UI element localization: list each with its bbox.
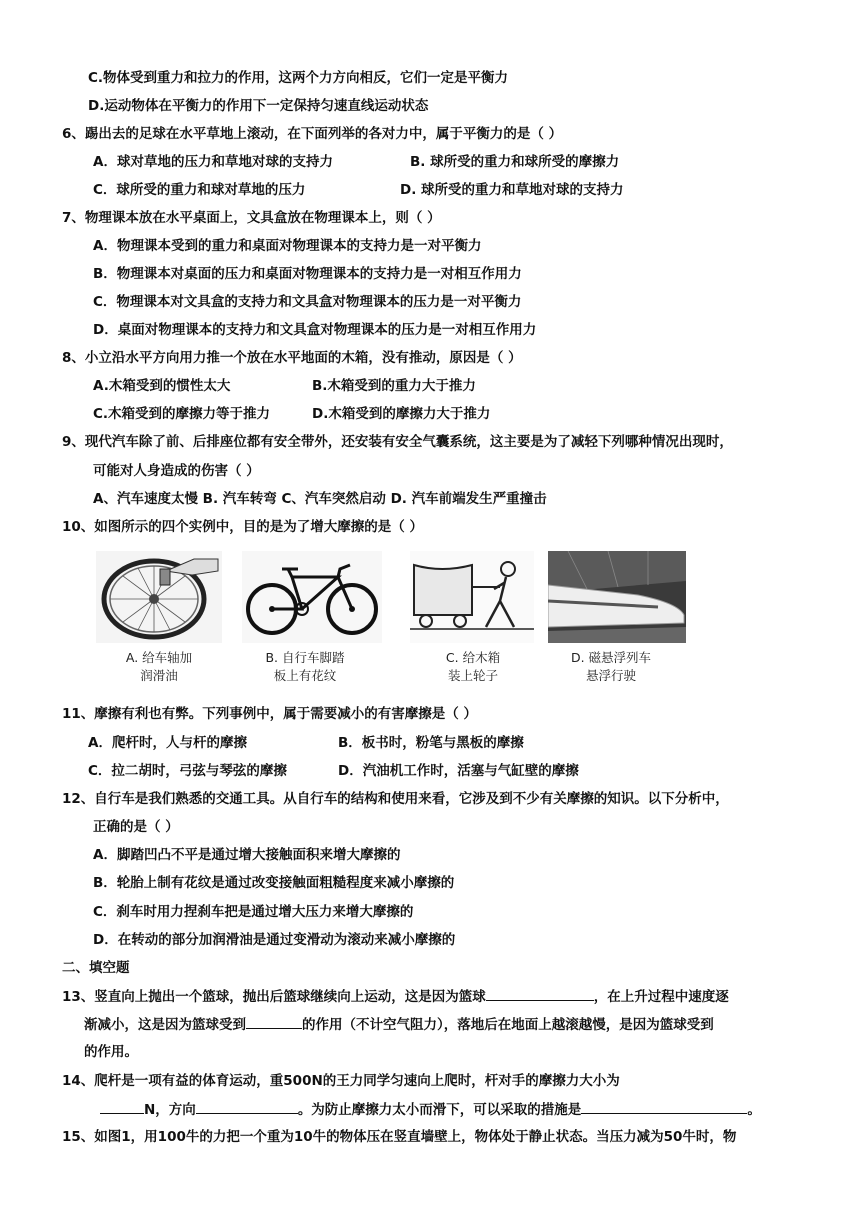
question-14: 14、爬杆是一项有益的体育运动，重500N的王力同学匀速向上爬时，杆对手的摩擦力大小为 — [62, 1073, 620, 1089]
q12-option-d: D．在转动的部分加润滑油是通过变滑动为滚动来减小摩擦的 — [93, 932, 456, 948]
question-6: 6、踢出去的足球在水平草地上滚动，在下面列举的各对力中，属于平衡力的是（ ） — [62, 126, 563, 142]
question-10-figures — [96, 551, 696, 691]
q8-option-b: B.木箱受到的重力大于推力 — [312, 378, 476, 394]
question-12-cont: 正确的是（ ） — [93, 819, 179, 835]
q7-option-b: B．物理课本对桌面的压力和桌面对物理课本的支持力是一对相互作用力 — [93, 266, 522, 282]
q13-blank-1[interactable] — [486, 986, 594, 1001]
section-2-heading: 二、填空题 — [62, 960, 130, 976]
question-8: 8、小立沿水平方向用力推一个放在水平地面的木箱，没有推动，原因是（ ） — [62, 350, 522, 366]
bicycle-image — [242, 551, 382, 643]
figure-b-caption: B. 自行车脚踏 板上有花纹 — [265, 650, 345, 683]
figure-a-caption: A. 给车轴加 润滑油 — [125, 650, 193, 683]
q11-option-b: B．板书时，粉笔与黑板的摩擦 — [338, 735, 524, 751]
q6-option-a: A．球对草地的压力和草地对球的支持力 — [93, 154, 333, 170]
question-13-line-3: 的作用。 — [84, 1044, 138, 1060]
q14-text-3: 。 — [747, 1102, 761, 1118]
figure-c — [410, 551, 536, 685]
q13-blank-2[interactable] — [246, 1014, 302, 1029]
question-7: 7、物理课本放在水平桌面上，文具盒放在物理课本上，则（ ） — [62, 210, 441, 226]
q6-option-c: C．球所受的重力和球对草地的压力 — [93, 182, 306, 198]
question-11: 11、摩擦有利也有弊。下列事例中，属于需要减小的有害摩擦是（ ） — [62, 706, 477, 722]
figure-b — [242, 551, 368, 685]
q12-option-a: A．脚踏凹凸不平是通过增大接触面积来增大摩擦的 — [93, 847, 401, 863]
question-13 — [62, 986, 729, 1007]
q14-text-2: 。为防止摩擦力太小而滑下，可以采取的措施是 — [297, 1102, 582, 1118]
q13-text-2: ，在上升过程中速度逐 — [593, 989, 729, 1005]
question-9: 9、现代汽车除了前、后排座位都有安全带外，还安装有安全气囊系统，这主要是为了减轻下列哪种情况出现时， — [62, 434, 733, 450]
q8-option-d: D.木箱受到的摩擦力大于推力 — [312, 406, 491, 422]
figure-c-caption: C. 给木箱 装上轮子 — [445, 650, 501, 683]
q13-text-1: 13、竖直向上抛出一个篮球，抛出后篮球继续向上运动，这是因为篮球 — [62, 989, 486, 1005]
q7-option-c: C．物理课本对文具盒的支持力和文具盒对物理课本的压力是一对平衡力 — [93, 294, 522, 310]
q8-option-a: A.木箱受到的惯性太大 — [93, 378, 231, 394]
question-10: 10、如图所示的四个实例中，目的是为了增大摩擦的是（ ） — [62, 519, 423, 535]
q9-options: A、汽车速度太慢 B. 汽车转弯 C、汽车突然启动 D. 汽车前端发生严重撞击 — [93, 491, 547, 507]
option-c-line: C.物体受到重力和拉力的作用，这两个力方向相反，它们一定是平衡力 — [88, 70, 509, 86]
wooden-box-image — [410, 551, 534, 643]
q6-option-b: B. 球所受的重力和球所受的摩擦力 — [410, 154, 620, 170]
q14-blank-2[interactable] — [196, 1099, 298, 1114]
q8-option-c: C.木箱受到的摩擦力等于推力 — [93, 406, 271, 422]
q14-blank-3[interactable] — [581, 1099, 747, 1114]
q14-text-1: N，方向 — [144, 1102, 196, 1118]
option-d-line: D.运动物体在平衡力的作用下一定保持匀速直线运动状态 — [88, 98, 429, 114]
q12-option-b: B．轮胎上制有花纹是通过改变接触面粗糙程度来减小摩擦的 — [93, 875, 455, 891]
q11-option-d: D．汽油机工作时，活塞与气缸壁的摩擦 — [338, 763, 579, 779]
figure-a — [96, 551, 222, 685]
question-14-line-2 — [100, 1099, 761, 1120]
question-13-line-2 — [84, 1014, 714, 1035]
q13-text-4: 的作用（不计空气阻力），落地后在地面上越滚越慢，是因为篮球受到 — [302, 1017, 714, 1033]
q7-option-a: A．物理课本受到的重力和桌面对物理课本的支持力是一对平衡力 — [93, 238, 482, 254]
q7-option-d: D．桌面对物理课本的支持力和文具盒对物理课本的压力是一对相互作用力 — [93, 322, 537, 338]
q6-option-d: D. 球所受的重力和草地对球的支持力 — [400, 182, 624, 198]
figure-d-caption: D. 磁悬浮列车 悬浮行驶 — [570, 650, 652, 683]
maglev-train-image — [548, 551, 686, 643]
question-12: 12、自行车是我们熟悉的交通工具。从自行车的结构和使用来看，它涉及到不少有关摩擦的知识。以下分析中， — [62, 791, 729, 807]
figure-d — [548, 551, 674, 685]
q13-text-3: 渐减小，这是因为篮球受到 — [84, 1017, 246, 1033]
question-15: 15、如图1，用100牛的力把一个重为10牛的物体压在竖直墙壁上，物体处于静止状态。当压力减为50牛时，物 — [62, 1129, 737, 1145]
question-9-cont: 可能对人身造成的伤害（ ） — [93, 463, 260, 479]
q14-blank-1[interactable] — [100, 1099, 144, 1114]
wheel-lubricant-image — [96, 551, 222, 643]
q12-option-c: C．刹车时用力捏刹车把是通过增大压力来增大摩擦的 — [93, 904, 414, 920]
q11-option-a: A．爬杆时，人与杆的摩擦 — [88, 735, 247, 751]
q11-option-c: C．拉二胡时，弓弦与琴弦的摩擦 — [88, 763, 287, 779]
